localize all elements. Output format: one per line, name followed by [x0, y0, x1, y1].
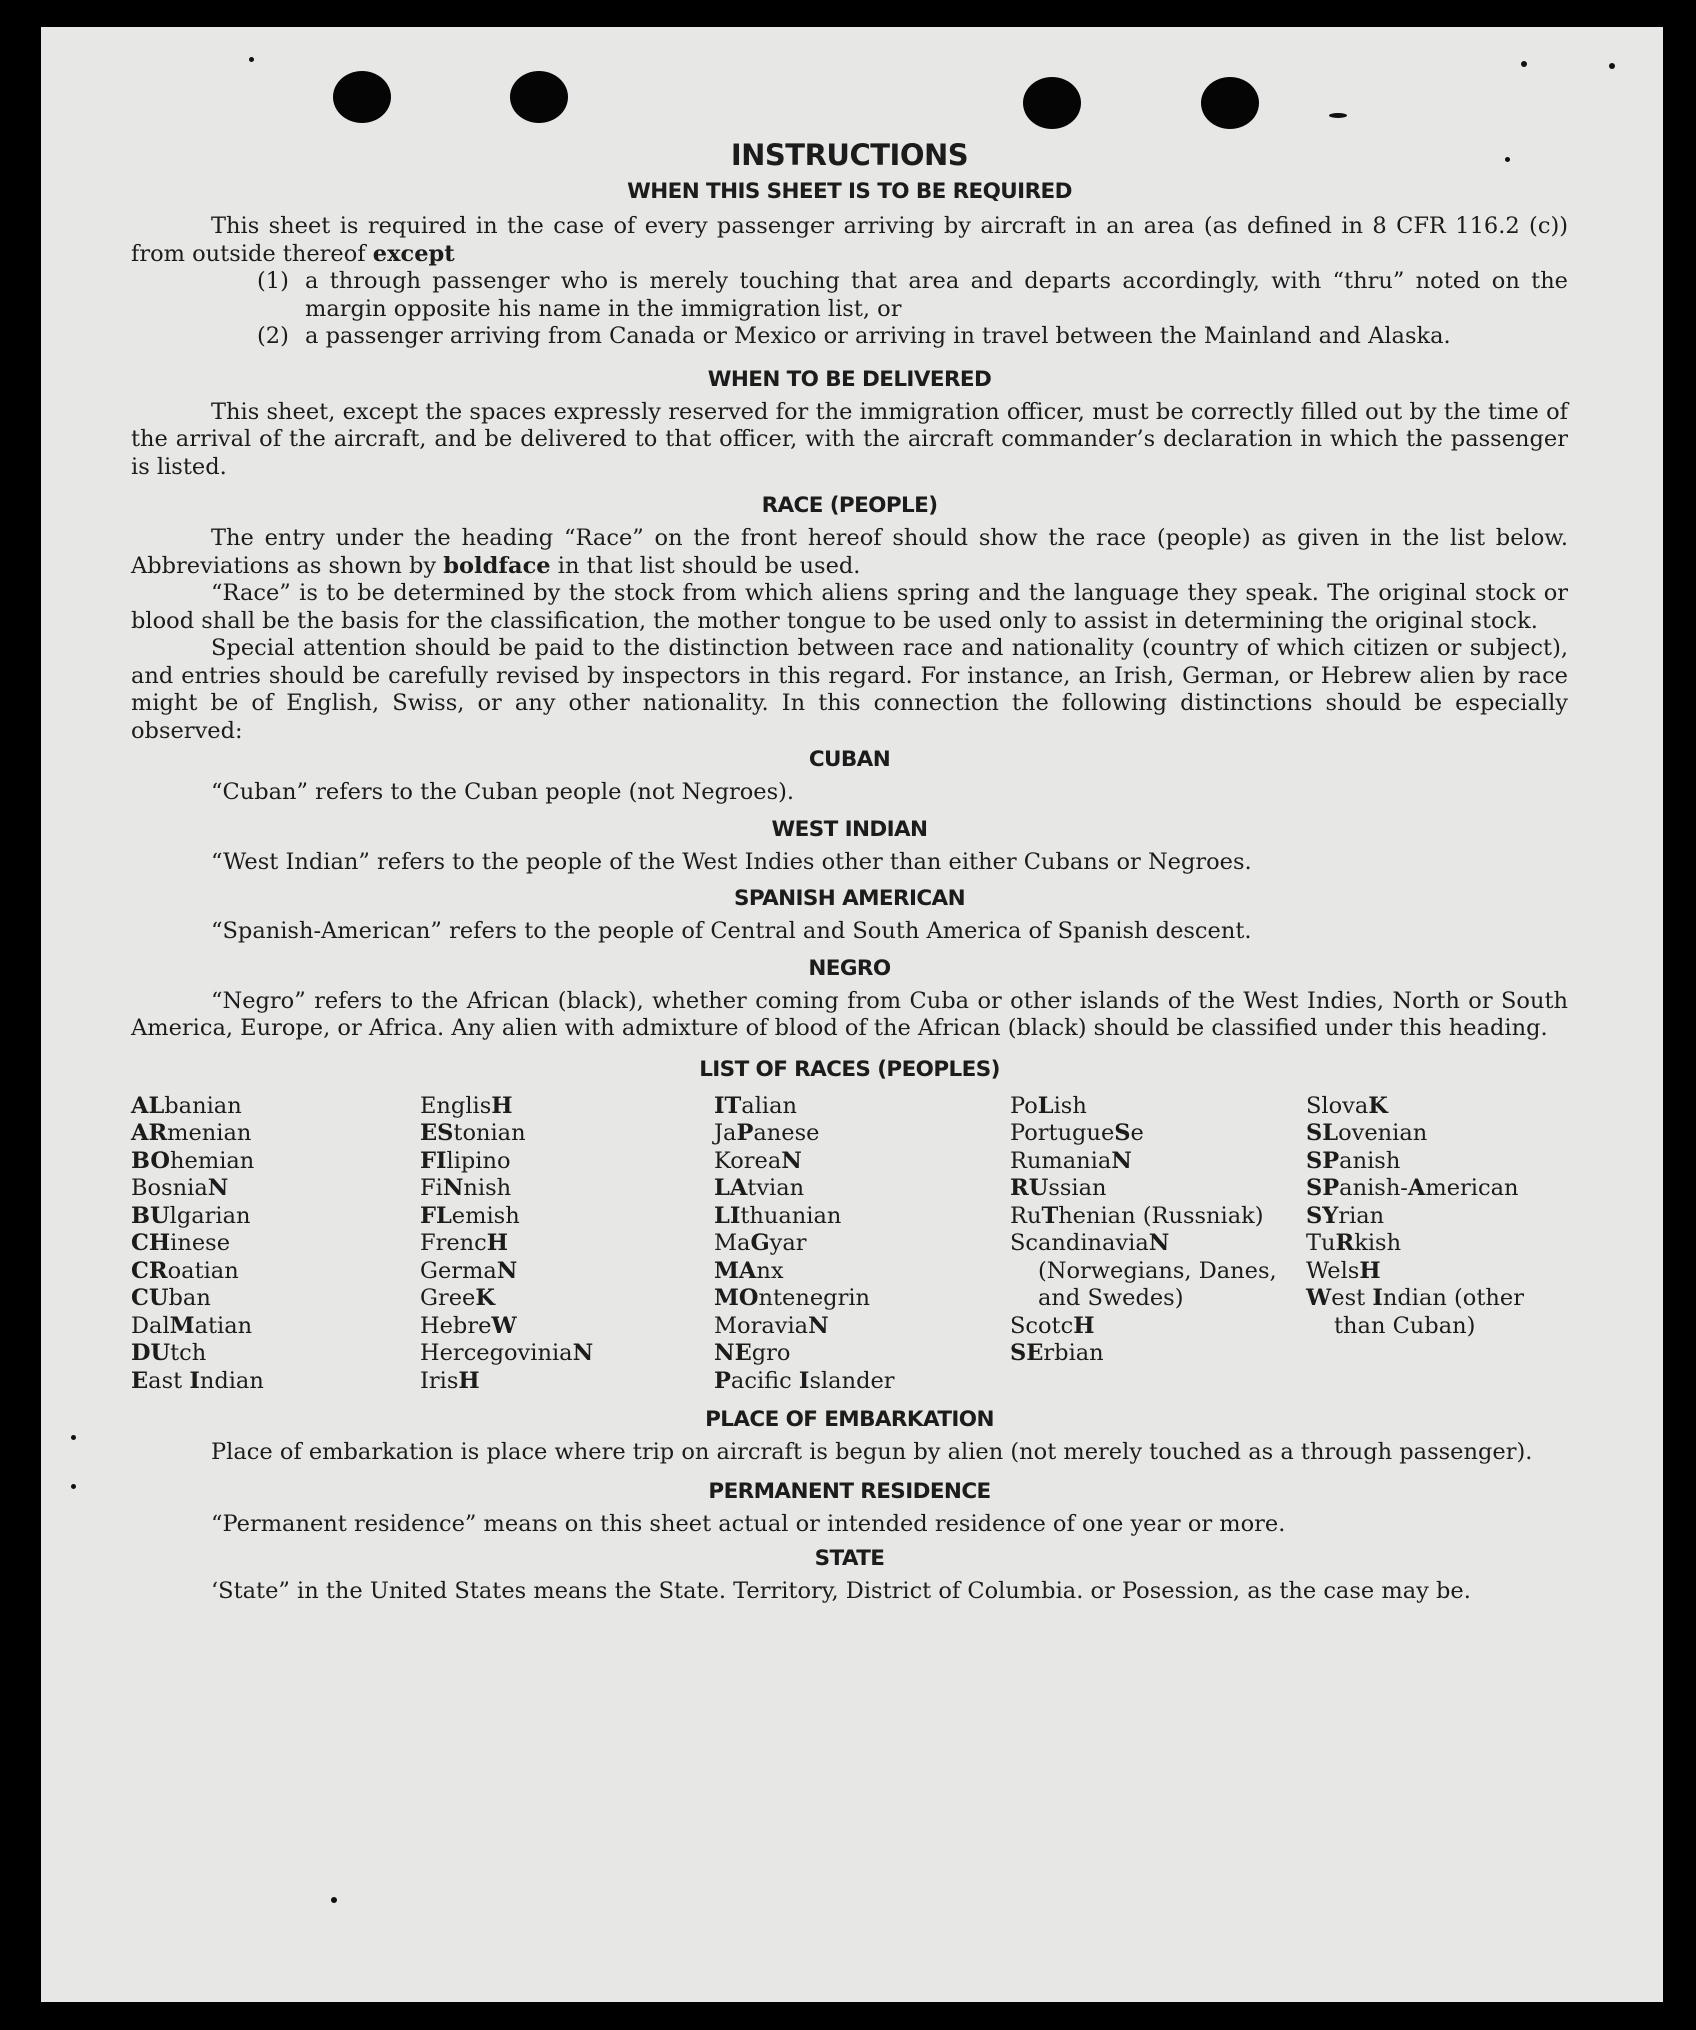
- speck-mark: [249, 57, 254, 62]
- race-entry: EnglisH: [420, 1092, 513, 1119]
- cuban-text: “Cuban” refers to the Cuban people (not Negroes).: [211, 779, 795, 805]
- race-entry: CRoatian: [131, 1257, 239, 1284]
- race-entry: LAtvian: [714, 1175, 805, 1201]
- race-entry: IrisH: [420, 1367, 480, 1394]
- race-entry: BOhemian: [131, 1147, 255, 1174]
- instructions-body: [131, 137, 1568, 1606]
- race-entry: SLovenian: [1306, 1120, 1428, 1146]
- heading-spanish-american: SPANISH AMERICAN: [734, 886, 965, 911]
- race-entry: TuRkish: [1306, 1230, 1402, 1256]
- race-entry: SPanish-American: [1306, 1175, 1519, 1201]
- heading-list-of-races: LIST OF RACES (PEOPLES): [699, 1056, 1000, 1082]
- race-paragraph-1: The entry under the heading “Race” on the front hereof should show the race (people) as given in the list below. Abbreviations as shown by boldface in that list should be used.: [131, 525, 1568, 579]
- race-entry: HebreW: [420, 1312, 517, 1339]
- race-entry: West Indian (other than Cuban): [1306, 1285, 1524, 1339]
- west-indian-text: “West Indian” refers to the people of the West Indies other than either Cubans or Negroes.: [211, 848, 1252, 875]
- embarkation-text: Place of embarkation is place where trip on aircraft is begun by alien (not merely touched as a through passenger).: [211, 1439, 1533, 1465]
- race-entry: MaGyar: [714, 1230, 807, 1256]
- residence-text: “Permanent residence” means on this sheet actual or intended residence of one year or more.: [211, 1510, 1286, 1537]
- exception-item: (1) a through passenger who is merely touching that area and departs accordingly, with “thru” noted on the margin opposite his name in the immigration list, or: [257, 268, 1568, 322]
- race-entry: Pacific Islander: [714, 1367, 895, 1394]
- race-entry: MOntenegrin: [714, 1285, 871, 1311]
- race-entry: ScandinaviaN (Norwegians, Danes, and Swedes): [1010, 1230, 1277, 1311]
- heading-when-required: WHEN THIS SHEET IS TO BE REQUIRED: [627, 179, 1072, 204]
- heading-race: RACE (PEOPLE): [761, 493, 938, 518]
- races-column: [131, 1093, 420, 1396]
- speck-mark: [1609, 63, 1615, 69]
- race-entry: PoLish: [1010, 1092, 1087, 1119]
- races-column: [1010, 1093, 1306, 1396]
- race-entry: KoreaN: [714, 1147, 802, 1174]
- exception-list: [257, 268, 1568, 351]
- race-entry: RUssian: [1010, 1175, 1107, 1201]
- heading-when-delivered: WHEN TO BE DELIVERED: [707, 366, 992, 392]
- race-entry: DUtch: [131, 1340, 207, 1366]
- speck-mark: [331, 1897, 337, 1903]
- race-entry: EStonian: [420, 1120, 526, 1146]
- delivered-text: This sheet, except the spaces expressly reserved for the immigration officer, must be correctly filled out by the time of the arrival of the aircraft, and be delivered to that officer, with the aircraft commander’s declaration in which the passenger is listed.: [131, 398, 1568, 480]
- punch-hole: [1023, 77, 1081, 129]
- race-entry: East Indian: [131, 1367, 264, 1394]
- race-entry: ALbanian: [131, 1092, 242, 1119]
- race-paragraph-2: “Race” is to be determined by the stock from which aliens spring and the language they speak. The original stock or blood shall be the basis for the classification, the mother tongue to be used only to assist in determining the original stock.: [131, 580, 1568, 634]
- race-entry: JaPanese: [714, 1120, 820, 1146]
- race-entry: FiNnish: [420, 1175, 512, 1201]
- punch-hole: [1201, 77, 1259, 129]
- race-entry: LIthuanian: [714, 1202, 842, 1229]
- race-entry: BUlgarian: [131, 1202, 251, 1229]
- speck-mark: [71, 1484, 76, 1489]
- punch-hole: [333, 71, 391, 123]
- race-entry: WelsH: [1306, 1257, 1381, 1284]
- race-entry: ScotcH: [1010, 1312, 1095, 1339]
- heading-place-of-embarkation: PLACE OF EMBARKATION: [705, 1407, 994, 1432]
- exception-item: (2) a passenger arriving from Canada or Mexico or arriving in travel between the Mainland and Alaska.: [257, 323, 1451, 349]
- race-entry: BosniaN: [131, 1175, 229, 1201]
- speck-mark: [1521, 61, 1527, 67]
- race-entry: FIlipino: [420, 1147, 511, 1174]
- race-entry: RuThenian (Russniak): [1010, 1202, 1264, 1229]
- race-entry: HercegoviniaN: [420, 1340, 594, 1366]
- heading-state: STATE: [814, 1546, 885, 1571]
- speck-mark: [71, 1435, 76, 1440]
- race-paragraph-3: Special attention should be paid to the distinction between race and nationality (country of which citizen or subject), and entries should be carefully revised by inspectors in this regard. For instance, an Irish, German, or Hebrew alien by race might be of English, Swiss, or any other nationality. In this connection the following distinctions should be especially observed:: [131, 635, 1568, 744]
- races-list: [131, 1093, 1568, 1396]
- negro-text: “Negro” refers to the African (black), whether coming from Cuba or other islands of the West Indies, North or South America, Europe, or Africa. Any alien with admixture of blood of the African (black) should be classified under this heading.: [131, 987, 1568, 1041]
- page-title: INSTRUCTIONS: [730, 138, 969, 172]
- race-entry: SErbian: [1010, 1340, 1104, 1366]
- race-entry: FrencH: [420, 1230, 509, 1256]
- race-entry: ARmenian: [131, 1120, 252, 1146]
- spanish-american-text: “Spanish-American” refers to the people of Central and South America of Spanish descent.: [211, 918, 1252, 944]
- race-entry: PortugueSe: [1010, 1120, 1144, 1146]
- race-entry: ITalian: [714, 1092, 797, 1119]
- race-entry: SYrian: [1306, 1202, 1385, 1229]
- heading-permanent-residence: PERMANENT RESIDENCE: [708, 1478, 991, 1504]
- race-entry: SlovaK: [1306, 1092, 1388, 1119]
- race-entry: GermaN: [420, 1257, 518, 1284]
- race-entry: DalMatian: [131, 1312, 253, 1339]
- race-entry: RumaniaN: [1010, 1147, 1132, 1174]
- race-entry: CUban: [131, 1285, 211, 1311]
- state-text: ‘State” in the United States means the State. Territory, District of Columbia. or Posession, as the case may be.: [211, 1578, 1471, 1604]
- race-entry: NEgro: [714, 1340, 791, 1366]
- races-column: [420, 1093, 714, 1396]
- race-entry: SPanish: [1306, 1147, 1401, 1174]
- heading-west-indian: WEST INDIAN: [771, 816, 928, 842]
- races-column: [714, 1093, 1010, 1396]
- speck-mark: [1329, 113, 1347, 118]
- race-entry: CHinese: [131, 1230, 231, 1256]
- race-entry: GreeK: [420, 1285, 495, 1311]
- punch-hole: [510, 71, 568, 123]
- race-entry: MAnx: [714, 1257, 784, 1284]
- race-entry: MoraviaN: [714, 1312, 829, 1339]
- heading-negro: NEGRO: [808, 955, 891, 981]
- required-intro: This sheet is required in the case of every passenger arriving by aircraft in an area (as defined in 8 CFR 116.2 (c)) from outside thereof except: [131, 213, 1568, 267]
- race-entry: FLemish: [420, 1202, 520, 1229]
- races-column: [1306, 1093, 1568, 1396]
- document-page: [41, 27, 1663, 2002]
- heading-cuban: CUBAN: [808, 747, 891, 772]
